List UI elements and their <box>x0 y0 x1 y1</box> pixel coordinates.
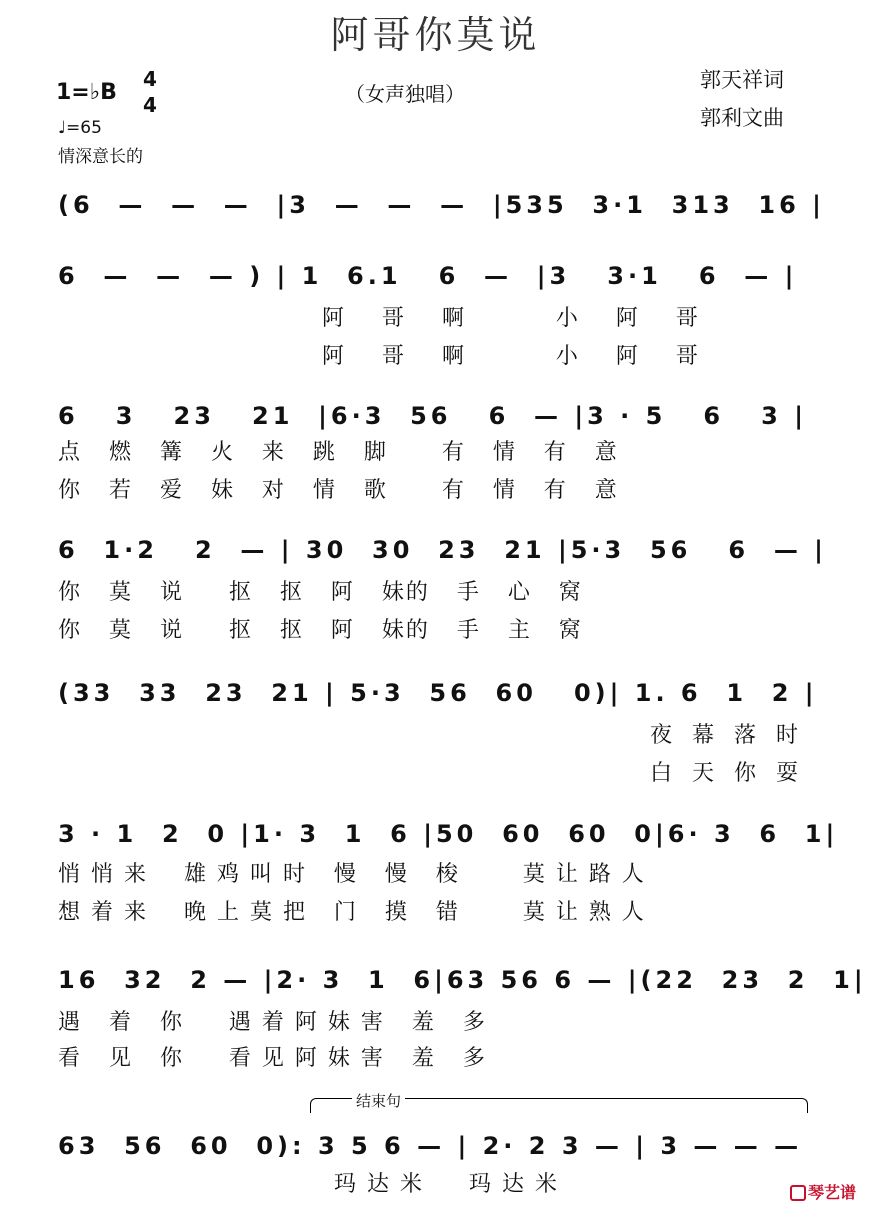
song-title: 阿哥你莫说 <box>330 13 541 57</box>
lyric-verse-2: 白 天 你 耍 <box>650 761 800 786</box>
lyric-verse-2: 看 见 你 看 见 阿 妹 害 羞 多 <box>58 1046 487 1071</box>
key-signature: 1=♭B <box>56 80 117 105</box>
expression-mark: 情深意长的 <box>58 147 143 167</box>
notation-line: 16 32 2 — |2· 3 1 6|63 56 6 — |(22 23 2 1| <box>58 966 867 994</box>
tempo-mark: ♩=65 <box>58 118 102 138</box>
score-row-7 <box>0 960 871 1071</box>
lyricist-credit: 郭天祥词 <box>700 68 784 92</box>
score-row-6 <box>0 814 871 925</box>
notation-line: (33 33 23 21 | 5·3 56 60 0)| 1. 6 1 2 | <box>58 679 818 707</box>
lyric-verse-1: 夜 幕 落 时 <box>650 723 800 748</box>
composer-credit: 郭利文曲 <box>700 106 784 130</box>
time-signature-top: 4 <box>143 67 157 91</box>
score-row-3 <box>0 396 871 503</box>
ending-label: 结束句 <box>352 1090 405 1111</box>
lyric-verse-1: 你 莫 说 抠 抠 阿 妹的 手 心 窝 <box>58 580 583 605</box>
notation-line: 6 — — — ) | 1 6.1 6 — |3 3·1 6 — | <box>58 262 798 290</box>
lyric-verse-2: 想 着 来 晚 上 莫 把 门 摸 错 莫 让 熟 人 <box>58 900 646 925</box>
subtitle: （女声独唱） <box>345 82 465 106</box>
score-row-2 <box>0 256 871 369</box>
notation-line: 3 · 1 2 0 |1· 3 1 6 |50 60 60 0|6· 3 6 1| <box>58 820 839 848</box>
score-row-1 <box>0 185 871 245</box>
notation-line: 6 3 23 21 |6·3 56 6 — |3 · 5 6 3 | <box>58 402 807 430</box>
logo-icon <box>790 1185 806 1201</box>
lyric-verse-1: 遇 着 你 遇 着 阿 妹 害 羞 多 <box>58 1010 487 1035</box>
score-row-5 <box>0 673 871 786</box>
lyric-verse-1: 悄 悄 来 雄 鸡 叫 时 慢 慢 梭 莫 让 路 人 <box>58 862 646 887</box>
watermark-logo <box>790 1180 856 1203</box>
notation-line: (6 — — — |3 — — — |535 3·1 313 16 | <box>58 191 825 219</box>
score-row-4 <box>0 530 871 643</box>
lyric-verse-1: 点 燃 篝 火 来 跳 脚 有 情 有 意 <box>58 440 619 465</box>
lyric-verse-1: 阿 哥 啊 小 阿 哥 <box>322 306 700 331</box>
time-signature-bottom: 4 <box>143 93 157 117</box>
lyric-verse-2: 阿 哥 啊 小 阿 哥 <box>322 344 700 369</box>
lyric-verse-2: 你 若 爱 妹 对 情 歌 有 情 有 意 <box>58 478 619 503</box>
watermark-text: 琴艺谱 <box>808 1183 857 1202</box>
notation-line: 63 56 60 0): 3 5 6 — | 2· 2 3 — | 3 — — — <box>58 1132 803 1160</box>
lyric-verse-1: 玛 达 米 玛 达 米 <box>334 1172 559 1197</box>
lyric-verse-2: 你 莫 说 抠 抠 阿 妹的 手 主 窝 <box>58 618 583 643</box>
notation-line: 6 1·2 2 — | 30 30 23 21 |5·3 56 6 — | <box>58 536 827 564</box>
